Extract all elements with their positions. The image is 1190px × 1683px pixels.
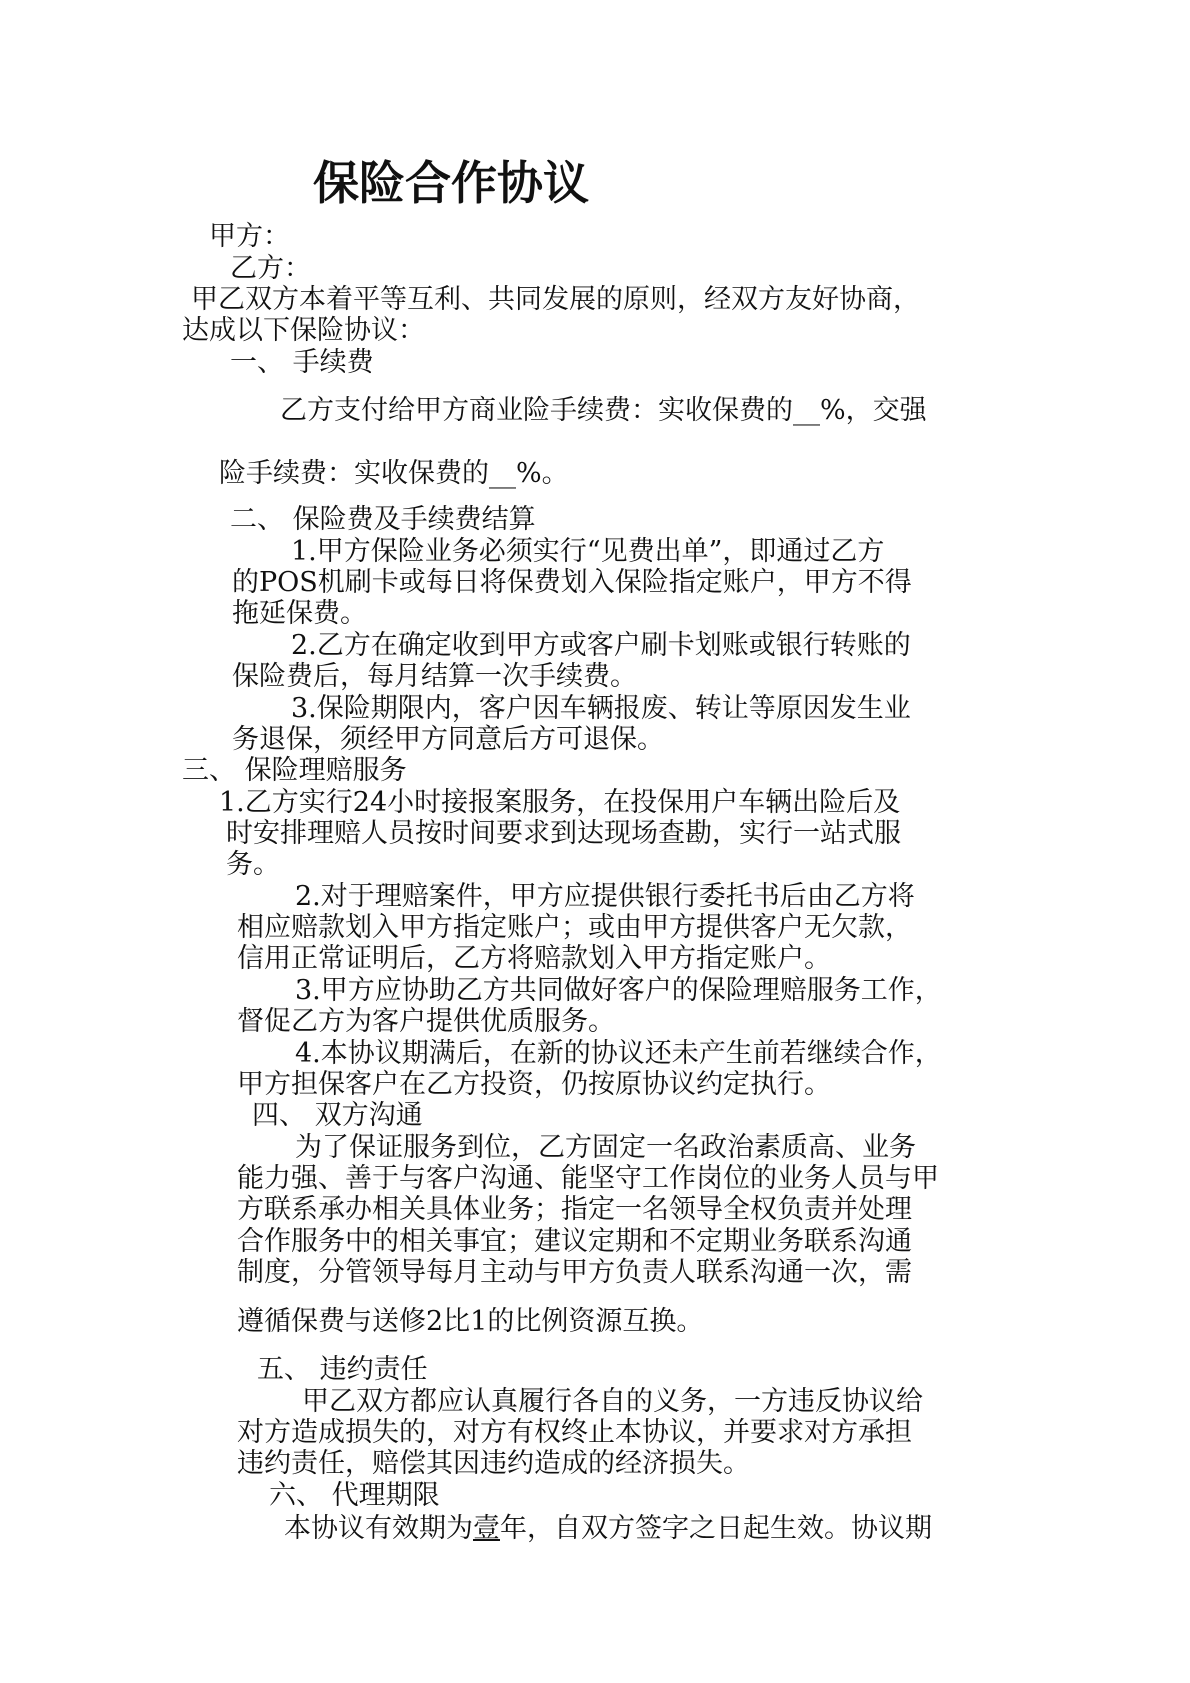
section-4-line: 能力强、善于与客户沟通、能坚守工作岗位的业务人员与甲 bbox=[237, 1163, 939, 1194]
intro-line: 达成以下保险协议： bbox=[182, 315, 425, 346]
party-a-label: 甲方： bbox=[209, 221, 290, 252]
section-2-line: 2.乙方在确定收到甲方或客户刷卡划账或银行转账的 bbox=[291, 630, 911, 661]
section-3-line: 2.对于理赔案件，甲方应提供银行委托书后由乙方将 bbox=[295, 881, 915, 912]
section-1-line: 乙方支付给甲方商业险手续费：实收保费的__%，交强 bbox=[280, 395, 927, 426]
intro-line: 甲乙双方本着平等互利、共同发展的原则，经双方友好协商， bbox=[191, 284, 920, 315]
section-3-line: 督促乙方为客户提供优质服务。 bbox=[237, 1006, 615, 1037]
section-5-line: 甲乙双方都应认真履行各自的义务，一方违反协议给 bbox=[302, 1386, 923, 1417]
section-3-line: 3.甲方应协助乙方共同做好客户的保险理赔服务工作， bbox=[295, 975, 942, 1006]
section-3-heading: 三、 保险理赔服务 bbox=[182, 755, 407, 786]
section-1-heading: 一、 手续费 bbox=[230, 347, 374, 378]
section-3-line: 4.本协议期满后，在新的协议还未产生前若继续合作， bbox=[295, 1038, 942, 1069]
section-3-line: 1.乙方实行24小时接报案服务，在投保用户车辆出险后及 bbox=[219, 787, 901, 818]
section-4-line: 为了保证服务到位，乙方固定一名政治素质高、业务 bbox=[295, 1132, 916, 1163]
section-2-line: 务退保，须经甲方同意后方可退保。 bbox=[232, 724, 664, 755]
section-5-heading: 五、 违约责任 bbox=[257, 1354, 428, 1385]
section-2-line: 1.甲方保险业务必须实行“见费出单”，即通过乙方 bbox=[291, 536, 885, 567]
section-3-line: 时安排理赔人员按时间要求到达现场查勘，实行一站式服 bbox=[226, 818, 901, 849]
section-3-line: 甲方担保客户在乙方投资，仍按原协议约定执行。 bbox=[237, 1069, 831, 1100]
section-4-heading: 四、 双方沟通 bbox=[252, 1100, 423, 1131]
document-title: 保险合作协议 bbox=[313, 156, 589, 210]
section-5-line: 违约责任，赔偿其因违约造成的经济损失。 bbox=[237, 1448, 750, 1479]
section-2-line: 拖延保费。 bbox=[232, 598, 367, 629]
party-b-label: 乙方： bbox=[230, 253, 311, 284]
section-3-line: 相应赔款划入甲方指定账户；或由甲方提供客户无欠款， bbox=[237, 912, 912, 943]
section-6-heading: 六、 代理期限 bbox=[269, 1480, 440, 1511]
section-4-line: 制度，分管领导每月主动与甲方负责人联系沟通一次，需 bbox=[237, 1257, 912, 1288]
section-4-line: 遵循保费与送修2比1的比例资源互换。 bbox=[237, 1306, 704, 1337]
section-2-line: 的POS机刷卡或每日将保费划入保险指定账户，甲方不得 bbox=[232, 567, 912, 598]
section-3-line: 信用正常证明后，乙方将赔款划入甲方指定账户。 bbox=[237, 943, 831, 974]
section-4-line: 合作服务中的相关事宜；建议定期和不定期业务联系沟通 bbox=[237, 1226, 912, 1257]
section-6-line bbox=[284, 1512, 932, 1546]
section-3-line: 务。 bbox=[226, 849, 280, 880]
section-5-line: 对方造成损失的，对方有权终止本协议，并要求对方承担 bbox=[237, 1417, 912, 1448]
section-2-heading: 二、 保险费及手续费结算 bbox=[230, 504, 536, 535]
term-suffix: 年，自双方签字之日起生效。协议期 bbox=[500, 1513, 932, 1544]
section-4-line: 方联系承办相关具体业务；指定一名领导全权负责并处理 bbox=[237, 1194, 912, 1225]
term-value: 壹 bbox=[473, 1513, 500, 1544]
section-2-line: 保险费后，每月结算一次手续费。 bbox=[232, 661, 637, 692]
term-prefix: 本协议有效期为 bbox=[284, 1513, 473, 1544]
section-1-line: 险手续费：实收保费的__%。 bbox=[219, 458, 569, 489]
section-2-line: 3.保险期限内，客户因车辆报废、转让等原因发生业 bbox=[291, 693, 911, 724]
